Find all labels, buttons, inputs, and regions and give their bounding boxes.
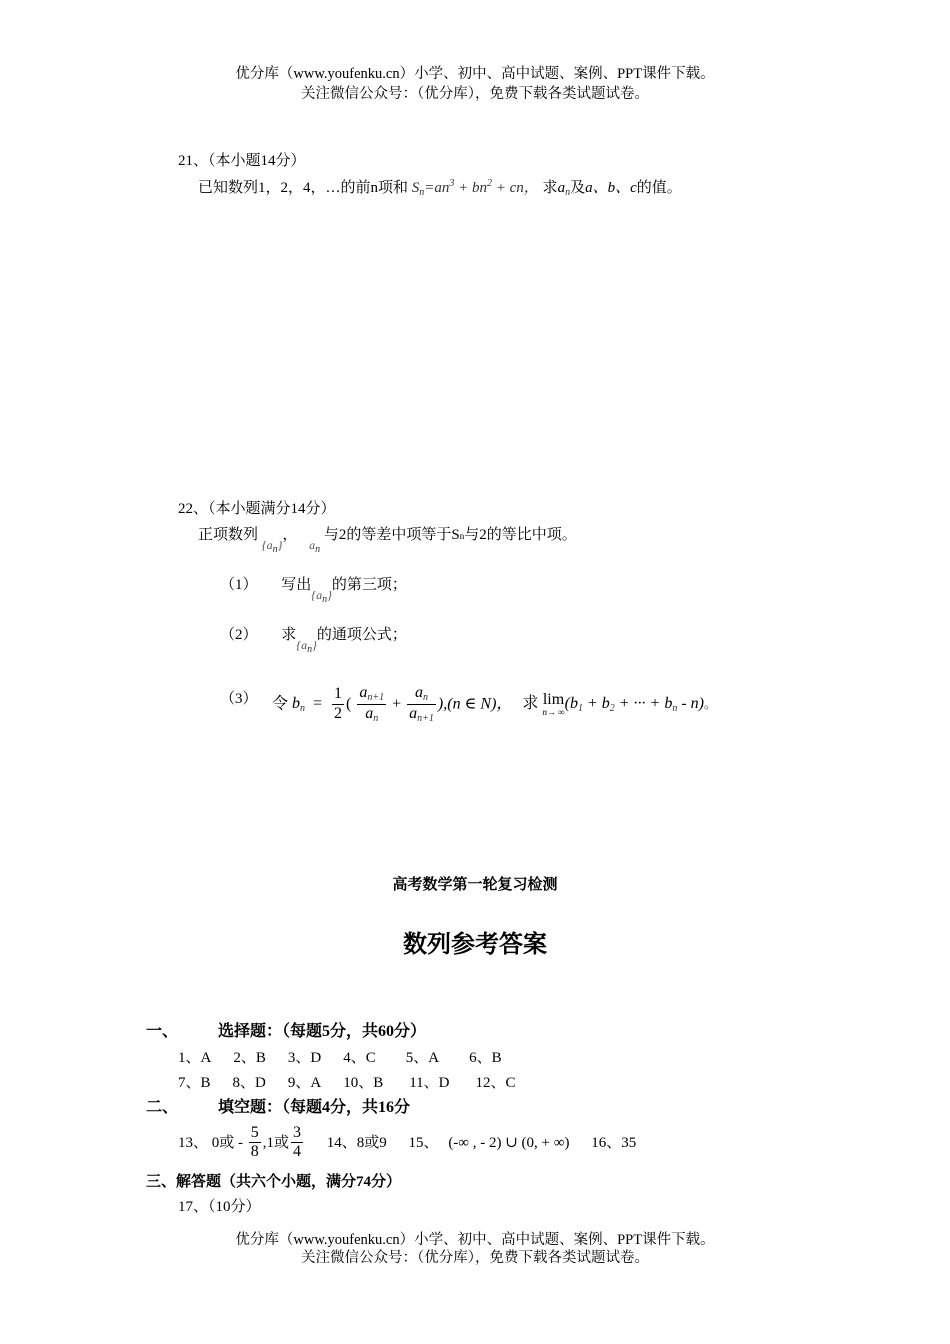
frac-5: 5 [249,1124,261,1143]
choice-5: 5、A [405,1050,440,1066]
choice-11: 11、D [409,1075,450,1091]
frac1-den-sub: n [373,712,379,724]
choice-12: 12、C [475,1075,516,1091]
frac-8: 8 [250,1143,259,1161]
answer-title: 数列参考答案 [403,929,547,958]
an-sub: n [315,544,321,555]
sn-subscript: n [419,187,425,198]
lim-sub: n→ ∞ [542,706,565,717]
seq-close: } [277,538,283,552]
seq-open: {a [311,588,323,602]
part1-text-b: 的第三项； [331,577,407,593]
plus-sign: + [392,695,402,713]
q22-text-c: 与2的等比中项。 [464,527,577,543]
q21-text-c: 及 [570,180,586,196]
q21-text-b: 求 [542,180,558,196]
part1-number: （1） [220,577,258,593]
an-symbol: a [557,180,566,196]
answer-subtitle: 高考数学第一轮复习检测 [392,877,558,893]
equals-sign: = [313,695,323,713]
footer-line-2: 关注微信公众号：（优分库），免费下载各类试题试卷。 [301,1250,649,1266]
frac1-num-a: a [359,684,368,701]
half-fraction [332,685,344,723]
seq-sub: n [307,644,313,655]
seq-sub: n [322,594,328,605]
choice-7: 7、B [178,1075,211,1091]
sum-bn: + ··· + b [614,694,673,712]
part3-ling: 令 [272,695,289,713]
choice-3: 3、D [287,1050,322,1066]
frac-4: 4 [293,1143,302,1161]
bn-symbol [292,695,305,712]
q22-comma: ， [282,527,298,543]
an-subscript: n [565,187,571,198]
fill16: 16、35 [591,1134,637,1151]
section1-heading [146,1022,426,1041]
q22-statement [198,526,577,555]
bn-b: b [292,694,301,712]
fill13-part-b: ,1或 [262,1134,290,1151]
section2-heading [146,1098,410,1117]
formula-an: =an [424,180,450,196]
fraction-2 [407,684,436,724]
part1-seq [311,588,332,605]
limit-operator [542,692,564,717]
seq-open: {a [261,538,273,552]
frac2-num-sub: n [423,692,429,703]
frac1-den [357,705,386,725]
choice-8: 8、D [232,1075,266,1091]
frac2-den-a: a [409,704,418,722]
exp-2: 2 [487,178,493,189]
part3-period: 。 [703,696,716,711]
section1-number: 一、 [146,1023,179,1040]
sum-b1: (b [564,694,578,712]
part2-number: （2） [220,627,258,643]
sum-end: - n) [677,694,704,712]
fill13-label: 13、 [178,1134,209,1151]
choice-1: 1、A [178,1050,212,1066]
section1-title: 选择题：（每题5分，共60分） [218,1023,427,1040]
choice-2: 2、B [233,1050,266,1066]
frac2-den [407,705,436,725]
q22-part3-number: （3） [220,691,258,707]
half-num: 1 [332,685,344,704]
frac-3: 3 [291,1124,303,1143]
lim-text: lim [542,690,565,708]
fill13-frac-5-8 [249,1124,261,1162]
sum-subn: n [672,702,678,714]
q21-text-d: 的值。 [636,180,682,196]
sn-symbol: S [411,180,420,196]
formula-bn: + bn [454,180,488,196]
part2-text-b: 的通项公式； [316,627,407,643]
an-symbol: a [309,538,316,552]
fill13-frac-3-4 [291,1124,303,1162]
choice-9: 9、A [287,1075,322,1091]
q22-text-b: 与2的等差中项等于S [323,527,460,543]
frac1-num-sub: n+1 [367,692,385,703]
footer-line-1: 优分库（www.youfenku.cn）小学、初中、高中试题、案例、PPT课件下载。 [235,1232,715,1248]
frac2-num-a: a [415,684,424,701]
choice-4: 4、C [343,1050,376,1066]
frac2-den-sub: n+1 [417,712,434,724]
seq-sub: n [272,544,278,555]
seq-close: } [312,638,317,652]
sum-expression [565,695,704,712]
sum-b2: + b [582,694,610,712]
frac1-den-a: a [365,704,374,722]
q21-an [558,180,571,196]
q22-part3-formula [272,684,716,724]
fill-answers [178,1124,636,1162]
bn-sub: n [300,702,306,714]
section2-number: 二、 [146,1099,179,1116]
fill13-part-a: 0或 - [211,1134,244,1151]
half-den: 2 [334,704,343,722]
part1-text-a: 写出 [281,577,312,593]
sum-sub2: 2 [609,702,615,714]
q22-an [309,538,321,555]
header-line-1: 优分库（www.youfenku.cn）小学、初中、高中试题、案例、PPT课件下载。 [235,66,715,82]
part2-seq [296,638,317,655]
choice-10: 10、B [343,1075,384,1091]
frac2-num [407,684,436,705]
fill15-value: (-∞ , - 2) ∪ (0, + ∞) [448,1134,570,1151]
q22-sn-sub: n [459,531,465,541]
choices-row-1 [178,1049,502,1067]
q22-seq [261,538,283,555]
fill14: 14、8或9 [326,1134,387,1151]
fill15-label: 15、 [408,1134,439,1151]
choices-row-2 [178,1074,516,1092]
q22-part1 [220,576,407,605]
q22-part2 [220,626,407,655]
n-in-N: ),(n ∈ N)， [437,695,513,713]
fraction-1 [357,684,386,724]
part3-qiu: 求 [522,695,539,713]
choice-6: 6、B [469,1050,502,1066]
section2-title: 填空题：（每题4分，共16分 [218,1099,411,1116]
part2-text-a: 求 [281,627,297,643]
frac1-num [357,684,386,705]
seq-close: } [327,588,332,602]
formula-cn: + cn， [492,180,539,196]
seq-open: {a [296,638,308,652]
open-paren: ( [346,695,352,713]
section3-heading: 三、解答题（共六个小题，满分74分） [146,1174,402,1190]
q21-text-a: 已知数列1，2，4，…的前n项和 [198,180,409,196]
q21-title: 21、（本小题14分） [178,153,306,169]
q21-abc: a、b、c [585,180,637,196]
q22-title: 22、（本小题满分14分） [178,501,336,517]
exp-3: 3 [449,178,455,189]
q21-sn-formula [412,180,539,196]
q21-statement [198,178,682,199]
q22-text-a: 正项数列 [198,527,259,543]
header-line-2: 关注微信公众号：（优分库），免费下载各类试题试卷。 [301,86,649,102]
sum-sub1: 1 [577,702,583,714]
q17-label: 17、（10分） [178,1199,261,1215]
